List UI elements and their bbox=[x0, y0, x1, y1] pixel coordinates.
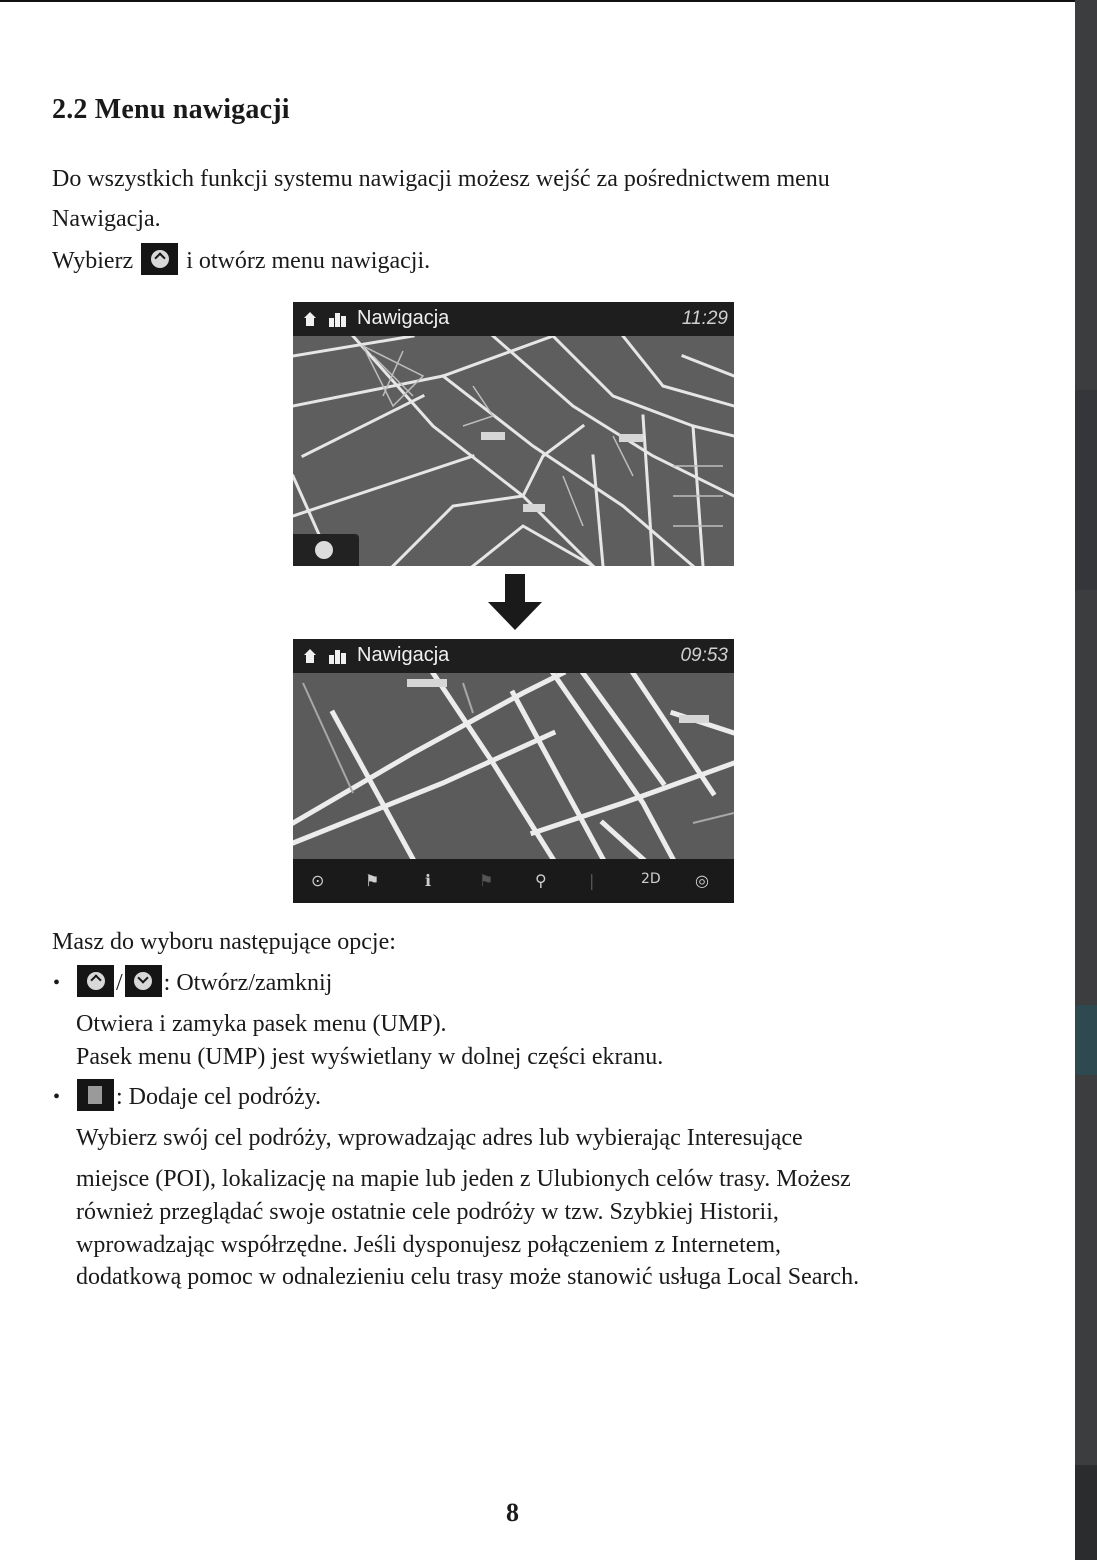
down-arrow-icon bbox=[488, 574, 542, 630]
intro-line-1: Do wszystkich funkcji systemu nawigacji możesz wejść za pośrednictwem menu bbox=[52, 166, 830, 192]
nav-screen-menu-open bbox=[293, 639, 734, 903]
open-menu-button[interactable] bbox=[293, 534, 359, 566]
option-desc-line: Pasek menu (UMP) jest wyświetlany w dolnej części ekranu. bbox=[76, 1044, 664, 1070]
info-icon[interactable]: ℹ bbox=[425, 871, 432, 890]
nav-status-bar bbox=[293, 302, 734, 336]
home-icon bbox=[303, 311, 317, 327]
map-view bbox=[293, 673, 734, 859]
view-2d-button[interactable]: 2D bbox=[641, 871, 661, 887]
flag-destination-icon bbox=[77, 1079, 114, 1111]
option-desc-line: Wybierz swój cel podróży, wprowadzając adres lub wybierając Interesujące bbox=[76, 1125, 803, 1151]
select-prefix: Wybierz bbox=[52, 248, 134, 274]
close-menu-icon bbox=[125, 965, 162, 997]
bullet-1: • bbox=[53, 972, 61, 994]
disabled-icon: | bbox=[589, 871, 595, 890]
settings-icon[interactable]: ◎ bbox=[695, 871, 709, 890]
option-desc-line: również przeglądać swoje ostatnie cele podróży w tzw. Szybkiej Historii, bbox=[76, 1199, 779, 1225]
chevron-up-icon bbox=[315, 541, 333, 559]
nav-status-bar bbox=[293, 639, 734, 673]
flag-destination-icon[interactable]: ⚑ bbox=[365, 871, 380, 890]
location-pin-icon[interactable]: ⚲ bbox=[535, 871, 547, 890]
top-rule bbox=[0, 0, 1075, 2]
option-desc-line: dodatkową pomoc w odnalezieniu celu trasy może stanowić usługa Local Search. bbox=[76, 1264, 860, 1290]
viewer-side-panel[interactable] bbox=[1075, 0, 1097, 1560]
home-icon bbox=[303, 648, 317, 664]
side-panel-segment bbox=[1075, 390, 1097, 590]
select-suffix: i otwórz menu nawigacji. bbox=[186, 248, 431, 274]
screen-title: Nawigacja bbox=[357, 307, 450, 329]
open-menu-icon bbox=[77, 965, 114, 997]
close-menu-icon[interactable]: ⊙ bbox=[311, 871, 325, 890]
options-intro: Masz do wyboru następujące opcje: bbox=[52, 929, 396, 955]
map-view bbox=[293, 336, 734, 566]
nav-screen-map bbox=[293, 302, 734, 566]
option-separator: / bbox=[116, 970, 123, 996]
side-panel-segment bbox=[1075, 1465, 1097, 1560]
bullet-2: • bbox=[53, 1086, 61, 1108]
intro-line-2: Nawigacja. bbox=[52, 206, 161, 232]
option-desc-line: wprowadzając współrzędne. Jeśli dysponujesz połączeniem z Internetem, bbox=[76, 1232, 782, 1258]
side-panel-segment bbox=[1075, 1005, 1097, 1075]
screen-title: Nawigacja bbox=[357, 644, 450, 666]
option-open-close bbox=[75, 963, 332, 1003]
clock: 11:29 bbox=[681, 308, 728, 329]
option-desc-line: miejsce (POI), lokalizację na mapie lub jeden z Ulubionych celów trasy. Możesz bbox=[76, 1166, 851, 1192]
option-add-destination bbox=[75, 1077, 321, 1117]
option-desc-line: Otwiera i zamyka pasek menu (UMP). bbox=[76, 1011, 447, 1037]
option-label: : Otwórz/zamknij bbox=[163, 970, 333, 996]
option-label: : Dodaje cel podróży. bbox=[116, 1084, 322, 1110]
select-instruction bbox=[52, 241, 430, 281]
navigation-app-icon bbox=[327, 647, 347, 665]
clock: 09:53 bbox=[680, 645, 728, 666]
route-icon[interactable]: ⚑ bbox=[479, 871, 494, 890]
section-heading: 2.2 Menu nawigacji bbox=[52, 94, 290, 125]
navigation-app-icon bbox=[327, 310, 347, 328]
ump-menu-bar bbox=[293, 859, 734, 903]
page-number: 8 bbox=[506, 1498, 519, 1527]
open-menu-icon bbox=[141, 243, 178, 275]
